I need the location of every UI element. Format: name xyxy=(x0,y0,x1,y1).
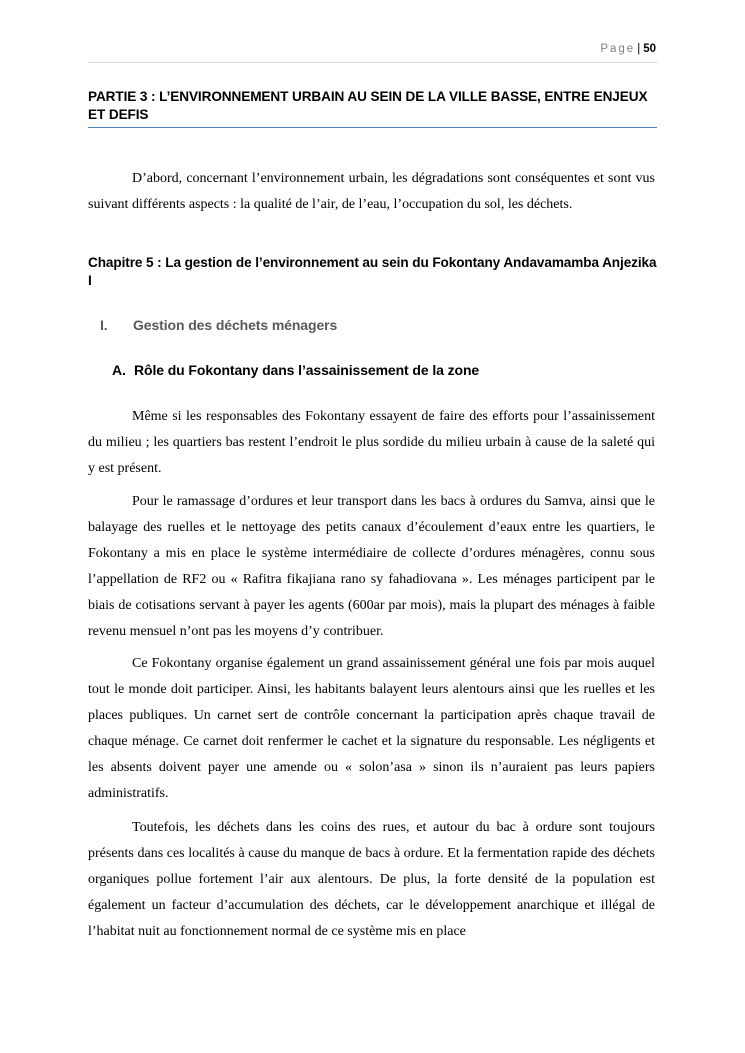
page-label: Page xyxy=(600,43,636,55)
subsection-title: Rôle du Fokontany dans l’assainissement de la zone xyxy=(134,362,480,378)
header-rule xyxy=(88,62,657,63)
part-title: PARTIE 3 : L’ENVIRONNEMENT URBAIN AU SEIN DE LA VILLE BASSE, ENTRE ENJEUX ET DEFIS xyxy=(88,88,657,128)
subsection-marker: A. xyxy=(112,362,126,378)
section-heading xyxy=(100,317,337,333)
body-paragraph-4: Toutefois, les déchets dans les coins des rues, et autour du bac à ordure sont toujours présents dans ces localités à cause du manque de bacs à ordure. Et la fermentation rapide des déchets organiques pollue fortement l’air aux alentours. De plus, la forte densité de la population est également un facteur d’accumulation des déchets, car le développement anarchique et illégal de l’habitat nuit au fonctionnement normal de ce système mis en place xyxy=(88,820,655,939)
page-separator: | xyxy=(637,43,641,55)
intro-paragraph: D’abord, concernant l’environnement urbain, les dégradations sont conséquentes et sont vus suivant différents aspects : la qualité de l’air, de l’eau, l’occupation du sol, les déchets. xyxy=(88,171,655,212)
subsection-heading xyxy=(112,362,479,378)
body-paragraph-3: Ce Fokontany organise également un grand assainissement général une fois par mois auquel tout le monde doit participer. Ainsi, les habitants balayent leurs alentours ainsi que les ruelles et les places publiques. Un carnet sert de contrôle concernant la participation après chaque travail de chaque ménage. Ce carnet doit renfermer le cachet et la signature du responsable. Les négligents et les absents doivent payer une amende ou « solon’asa » sinon ils n’auraient pas leurs papiers administratifs. xyxy=(88,656,655,801)
body-paragraph-2: Pour le ramassage d’ordures et leur transport dans les bacs à ordures du Samva, ainsi que le balayage des ruelles et le nettoyage des petits canaux d’écoulement d’eaux entre les quartiers, le Fokontany a mis en place le système intermédiaire de collecte d’ordures ménagères, connu sous l’appellation de RF2 ou « Rafitra fikajiana rano sy fahadiovana ». Les ménages participent par le biais de cotisations servant à payer les agents (600ar par mois), mais la plupart des ménages à faible revenu mensuel n’ont pas les moyens d’y contribuer. xyxy=(88,494,655,639)
section-marker: I. xyxy=(100,317,108,333)
body-paragraph-1: Même si les responsables des Fokontany essayent de faire des efforts pour l’assainissement du milieu ; les quartiers bas restent l’endroit le plus sordide du milieu urbain à cause de la saleté qui y est présent. xyxy=(88,409,655,476)
page-number: 50 xyxy=(643,43,656,55)
page-header xyxy=(600,43,656,55)
chapter-title: Chapitre 5 : La gestion de l’environnement au sein du Fokontany Andavamamba Anjezika I xyxy=(88,255,657,288)
section-title: Gestion des déchets ménagers xyxy=(133,317,338,333)
